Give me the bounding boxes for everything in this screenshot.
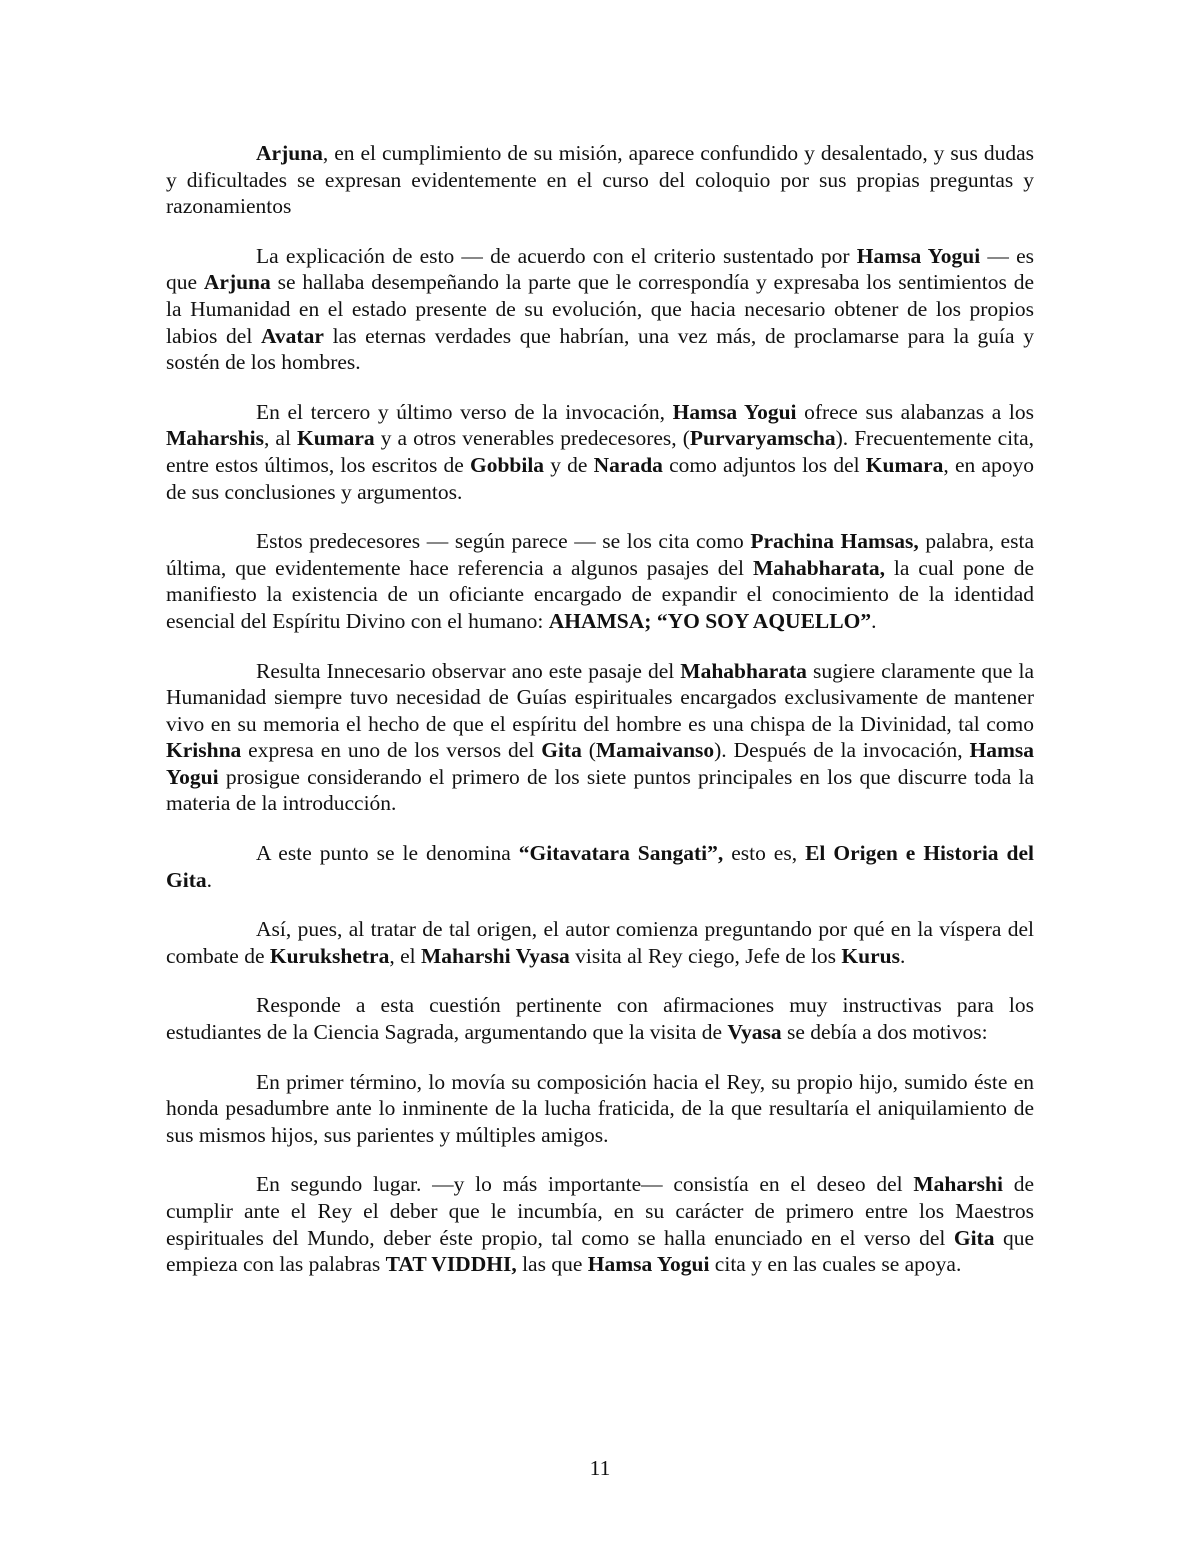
text-run: palabra, esta última, que evidentemente hace referencia a algunos pasajes del xyxy=(166,529,1034,580)
bold-term: Prachina Hamsas, xyxy=(750,529,919,554)
text-run: la cual pone de manifiesto la existencia de un oficiante encargado de expandir el conocimiento de la identidad esencial del Espíritu Divino con el humano: xyxy=(166,555,1034,633)
bold-term: Gita xyxy=(953,1225,995,1250)
bold-term: Hamsa Yogui xyxy=(672,399,797,424)
paragraph-9 xyxy=(166,1069,1034,1149)
paragraph-6 xyxy=(166,840,1034,893)
text-run: se debía a dos motivos: xyxy=(781,1020,988,1045)
paragraph-8 xyxy=(166,992,1034,1045)
text-run: . xyxy=(871,608,877,633)
paragraph-4 xyxy=(166,528,1034,634)
bold-term: Hamsa Yogui xyxy=(166,738,1034,789)
bold-term: Arjuna xyxy=(203,270,271,295)
text-run: Así, pues, al tratar de tal origen, el autor comienza preguntando por qué en la víspera del combate de xyxy=(166,917,1034,968)
page-number: 11 xyxy=(589,1456,611,1480)
text-run: las eternas verdades que habrían, una vez más, de proclamarse para la guía y sostén de los hombres. xyxy=(166,323,1035,375)
text-run: ). Frecuentemente cita, entre estos últimos, los escritos de xyxy=(166,426,1034,477)
bold-term: Gobbila xyxy=(469,452,545,477)
bold-term: Hamsa Yogui xyxy=(587,1252,710,1277)
paragraph-10 xyxy=(166,1171,1034,1277)
text-run: expresa en uno de los versos del xyxy=(241,738,542,763)
text-run: Responde a esta cuestión pertinente con afirmaciones muy instructivas para los estudiantes de la Ciencia Sagrada, argumentando que la visita de xyxy=(166,993,1034,1045)
bold-term: Mahabharata xyxy=(680,658,807,683)
text-run: Estos predecesores — según parece — se los cita como xyxy=(256,529,751,554)
text-run: ). Después de la invocación, xyxy=(714,738,970,763)
bold-term: TAT VIDDHI, xyxy=(385,1252,517,1277)
bold-term: Kumara xyxy=(865,452,944,477)
bold-term: Kumara xyxy=(297,426,375,451)
paragraph-7 xyxy=(166,916,1034,969)
text-run: y a otros venerables predecesores, ( xyxy=(374,426,690,451)
text-run: las que xyxy=(516,1252,588,1277)
text-run: como adjuntos los del xyxy=(662,452,866,477)
bold-term: El Origen e Historia del Gita xyxy=(166,841,1035,892)
document-body xyxy=(166,140,1034,1301)
text-run: se hallaba desempeñando la parte que le correspondía y expresaba los sentimientos de la Humanidad en el estado presente de su evolución, que hacia necesario obtener de los propios labios del xyxy=(166,270,1034,348)
paragraph-1 xyxy=(166,140,1034,220)
text-run: que empieza con las palabras xyxy=(166,1225,1034,1277)
bold-term: AHAMSA; “YO SOY AQUELLO” xyxy=(548,608,872,633)
text-run: — es que xyxy=(166,243,1034,295)
text-run: ( xyxy=(581,738,596,763)
text-run: A este punto se le denomina xyxy=(256,841,519,866)
text-run: cita y en las cuales se apoya. xyxy=(709,1252,962,1277)
text-run: esto es, xyxy=(723,841,806,866)
text-run: Resulta Innecesario observar ano este pasaje del xyxy=(256,658,681,683)
text-run: , en apoyo de sus conclusiones y argumentos. xyxy=(166,452,1034,504)
bold-term: Vyasa xyxy=(727,1020,782,1045)
text-run: de cumplir ante el Rey el deber que le incumbía, en su carácter de primero entre los Maestros espirituales del Mundo, deber éste propio, tal como se halla enunciado en el verso del xyxy=(166,1172,1035,1250)
text-run: y de xyxy=(544,452,594,477)
text-run: En el tercero y último verso de la invocación, xyxy=(256,399,673,424)
bold-term: Arjuna xyxy=(256,141,323,165)
bold-term: Krishna xyxy=(166,738,242,763)
bold-term: Maharshis xyxy=(166,426,264,451)
text-run: ofrece sus alabanzas a los xyxy=(796,399,1034,424)
text-run: En segundo lugar. —y lo más importante— consistía en el deseo del xyxy=(256,1172,914,1197)
text-run: En primer término, lo movía su composición hacia el Rey, su propio hijo, sumido éste en honda pesadumbre ante lo inminente de la lucha fraticida, de la que resultaría el aniquilamiento de sus mismos hijos, sus parientes y múltiples amigos. xyxy=(166,1069,1034,1147)
bold-term: Mahabharata, xyxy=(752,555,885,580)
paragraph-2 xyxy=(166,243,1034,376)
bold-term: Purvaryamscha xyxy=(689,426,836,451)
bold-term: Kurukshetra xyxy=(269,943,390,968)
paragraph-3 xyxy=(166,399,1034,505)
paragraph-5 xyxy=(166,658,1034,818)
text-run: . xyxy=(206,867,212,892)
bold-term: Mamaivanso xyxy=(595,738,715,763)
text-run: prosigue considerando el primero de los siete puntos principales en los que discurre toda la materia de la introducción. xyxy=(166,764,1034,816)
text-run: , al xyxy=(263,426,298,451)
bold-term: Narada xyxy=(593,452,663,477)
text-run: , el xyxy=(389,943,421,968)
bold-term: Maharshi xyxy=(913,1172,1003,1197)
bold-term: Hamsa Yogui xyxy=(856,243,981,268)
bold-term: Maharshi Vyasa xyxy=(421,943,570,968)
bold-term: Gita xyxy=(541,738,582,763)
text-run: . xyxy=(899,943,906,968)
bold-term: “Gitavatara Sangati”, xyxy=(518,841,724,866)
text-run: sugiere claramente que la Humanidad siempre tuvo necesidad de Guías espirituales encargados exclusivamente de mantener vivo en su memoria el hecho de que el espíritu del hombre es una chispa de la Divinidad, tal como xyxy=(166,658,1034,736)
text-run: visita al Rey ciego, Jefe de los xyxy=(569,943,842,968)
bold-term: Avatar xyxy=(261,323,324,348)
bold-term: Kurus xyxy=(841,943,900,968)
text-run: , en el cumplimiento de su misión, aparece confundido y desalentado, y sus dudas y dificultades se expresan evidentemente en el curso del coloquio por sus propias preguntas y razonamientos xyxy=(166,141,1034,219)
text-run: La explicación de esto — de acuerdo con el criterio sustentado por xyxy=(256,243,857,268)
